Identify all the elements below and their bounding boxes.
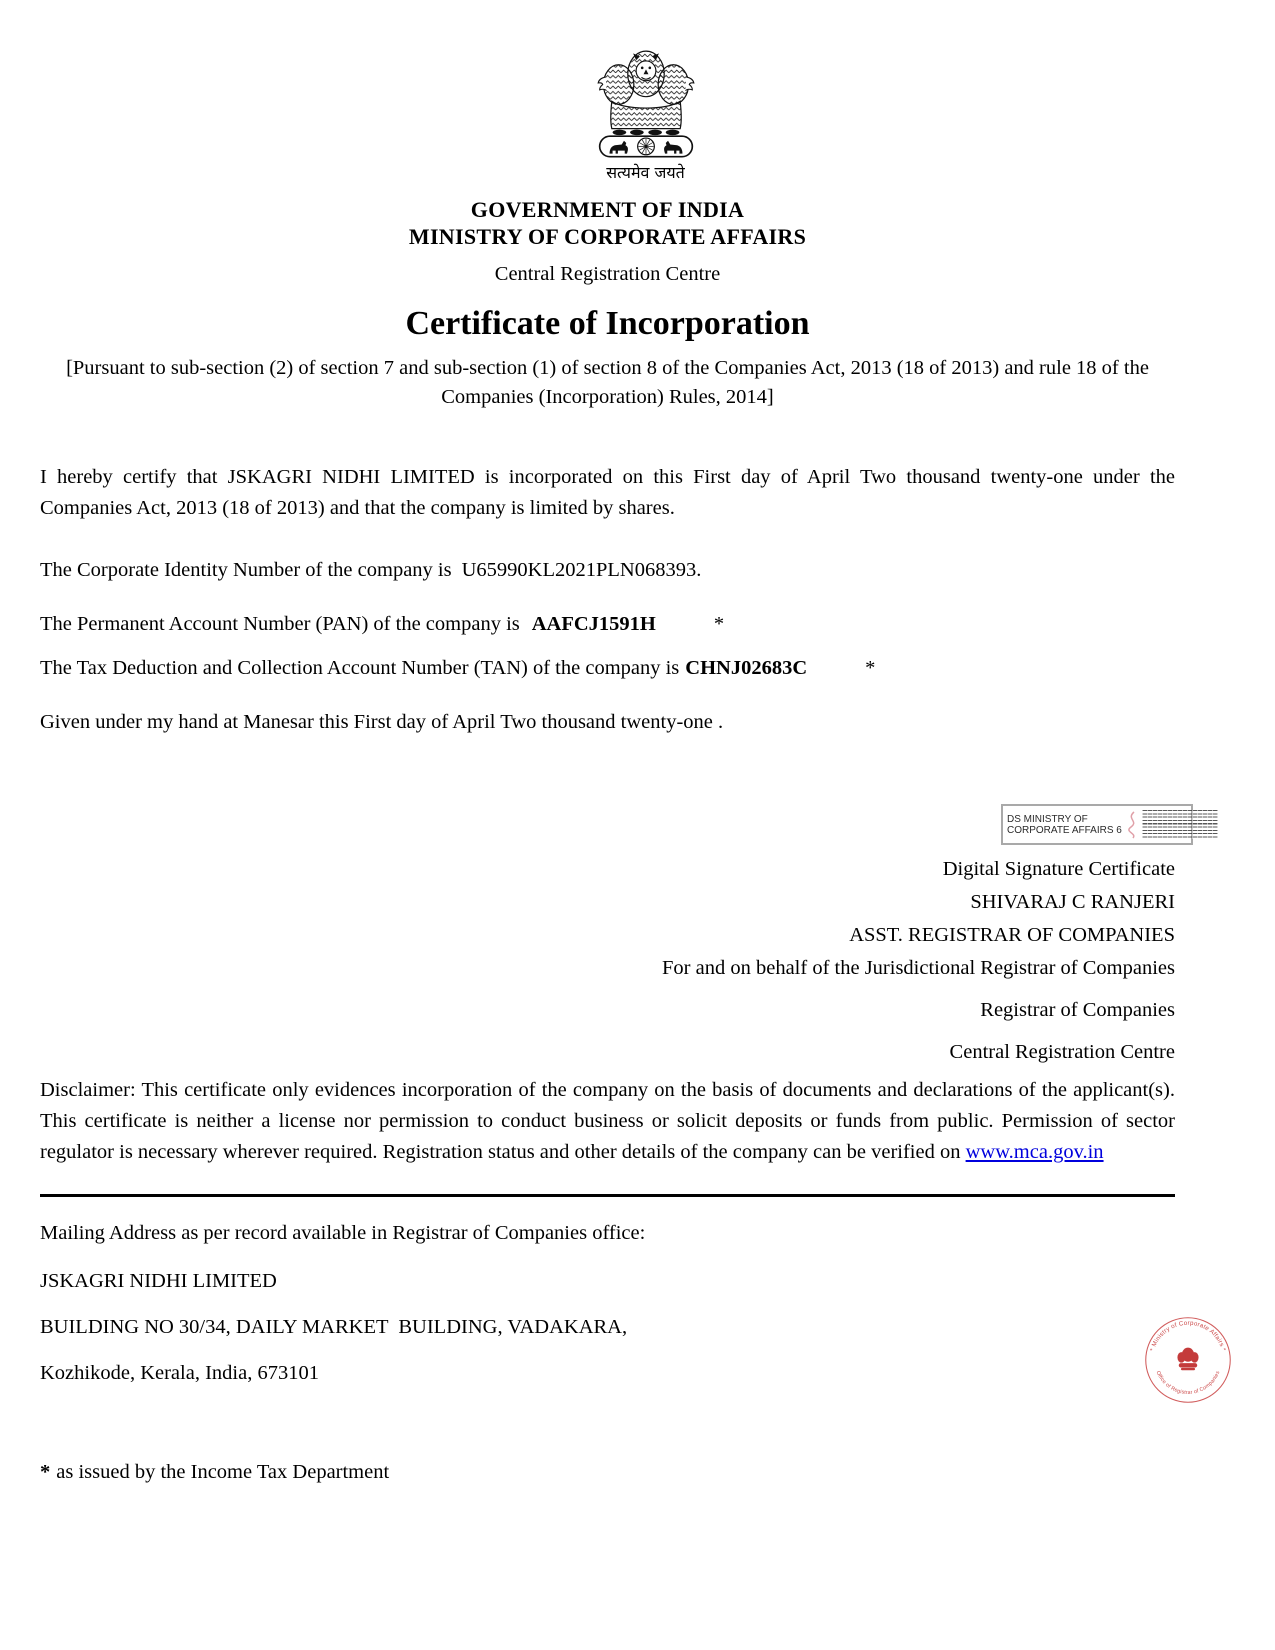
signatory-designation: ASST. REGISTRAR OF COMPANIES xyxy=(849,924,1175,946)
mailing-address-line1: BUILDING NO 30/34, DAILY MARKET BUILDING, VADAKARA, xyxy=(40,1316,628,1338)
cin-value: U65990KL2021PLN068393. xyxy=(461,559,702,581)
seal-bottom-text: Office of Registrar of Companies xyxy=(1154,1370,1222,1396)
cin-line xyxy=(40,555,1175,586)
roc-seal-graphic xyxy=(1144,1316,1232,1404)
mailing-company-name: JSKAGRI NIDHI LIMITED xyxy=(40,1270,277,1292)
signatory-name: SHIVARAJ C RANJERI xyxy=(970,891,1175,913)
ds-stamp-line2: CORPORATE AFFAIRS 6 xyxy=(1007,824,1122,836)
signature-details-fineprint xyxy=(1142,810,1218,839)
tan-footnote-asterisk: * xyxy=(865,657,876,679)
ministry-heading: MINISTRY OF CORPORATE AFFAIRS xyxy=(408,224,807,249)
pan-footnote-asterisk: * xyxy=(713,613,725,635)
mailing-address-line2: Kozhikode, Kerala, India, 673101 xyxy=(40,1362,319,1384)
signature-squiggle-icon xyxy=(1123,810,1141,840)
mailing-address-heading: Mailing Address as per record available in Registrar of Companies office: xyxy=(40,1222,646,1244)
seal-center-emblem-icon xyxy=(1177,1348,1198,1371)
certification-statement: I hereby certify that JSKAGRI NIDHI LIMITED is incorporated on this First day of April Two thousand twenty-one under the Companies Act, 2013 (18 of 2013) and that the company is limited by shares. xyxy=(40,466,1175,519)
emblem-motto: सत्यमेव जयते xyxy=(606,163,685,182)
ds-stamp-line1: DS MINISTRY OF xyxy=(1007,813,1088,825)
tan-label: The Tax Deduction and Collection Account Number (TAN) of the company is xyxy=(40,657,680,679)
disclaimer-text: Disclaimer: This certificate only evidences incorporation of the company on the basis of documents and declarations of the applicant(s). This certificate is neither a license nor permission to conduct business or solicit deposits or funds from public. Permission of sector regulator is necessary wherever required. Registration status and other details of the company can be verified on xyxy=(40,1079,1175,1163)
centre-heading: Central Registration Centre xyxy=(494,263,721,285)
svg-text:Office of Registrar of Compani xyxy=(1155,1370,1222,1396)
registration-centre-label: Central Registration Centre xyxy=(949,1041,1175,1063)
signature-type-label: Digital Signature Certificate xyxy=(942,858,1175,880)
pan-line xyxy=(40,609,1175,640)
tan-line xyxy=(40,653,1175,684)
seal-top-text: * Ministry of Corporate Affairs * xyxy=(1149,1319,1227,1353)
government-heading: GOVERNMENT OF INDIA xyxy=(470,197,745,222)
pursuant-clause: [Pursuant to sub-section (2) of section 7 and sub-section (1) of section 8 of the Companies Act, 2013 (18 of 2013) and rule 18 of the Companies (Incorporation) Rules, 2014] xyxy=(66,357,1149,408)
registrar-title: Registrar of Companies xyxy=(980,999,1175,1021)
footnote-asterisk: * xyxy=(40,1461,51,1483)
mca-website-link[interactable]: www.mca.gov.in xyxy=(965,1141,1104,1163)
section-divider xyxy=(40,1194,1175,1197)
roc-seal xyxy=(1144,1316,1232,1404)
ds-stamp-label xyxy=(1007,814,1122,836)
signatory-on-behalf: For and on behalf of the Jurisdictional Registrar of Companies xyxy=(662,957,1175,979)
signatory-block xyxy=(40,853,1175,1069)
footnote xyxy=(40,1457,1175,1488)
digital-signature-stamp xyxy=(1001,804,1193,845)
pan-label: The Permanent Account Number (PAN) of the company is xyxy=(40,613,520,635)
national-emblem xyxy=(78,42,1213,183)
given-under-hand-line: Given under my hand at Manesar this First day of April Two thousand twenty-one . xyxy=(40,711,724,733)
lion-capital-emblem-image xyxy=(589,42,703,162)
certificate-title: Certificate of Incorporation xyxy=(405,305,810,342)
footnote-text: as issued by the Income Tax Department xyxy=(56,1461,390,1483)
masthead xyxy=(40,42,1175,412)
disclaimer xyxy=(40,1075,1175,1168)
svg-text:* Ministry of Corporate Affair xyxy=(1149,1320,1227,1353)
digital-signature-stamp-row xyxy=(40,804,1193,845)
cin-label: The Corporate Identity Number of the company is xyxy=(40,559,452,581)
tan-value: CHNJ02683C xyxy=(685,657,808,679)
pan-value: AAFCJ1591H xyxy=(531,613,656,635)
